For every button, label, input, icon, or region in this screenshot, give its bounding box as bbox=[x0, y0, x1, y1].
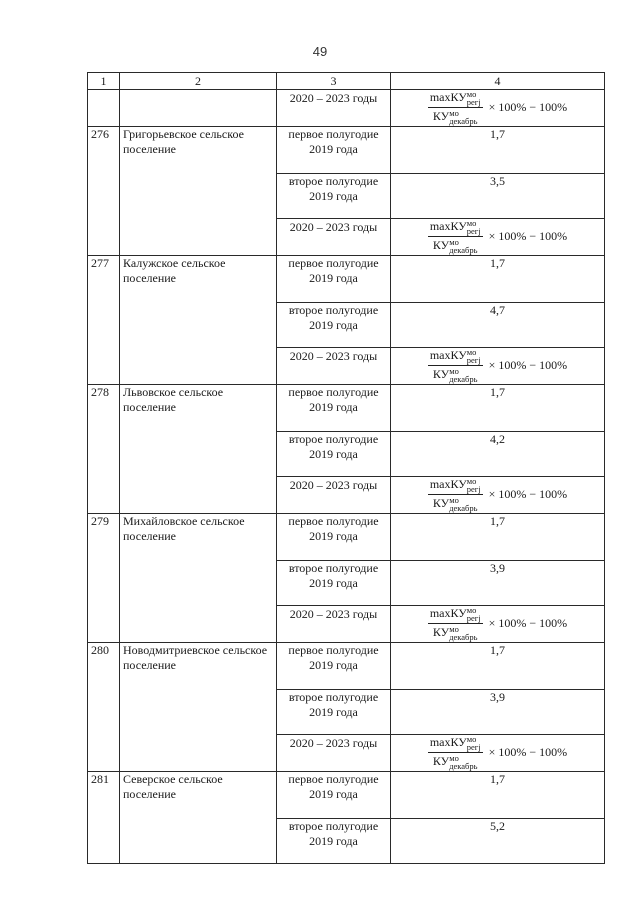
formula-denominator bbox=[431, 624, 480, 641]
value-cell: 1,7 bbox=[391, 643, 605, 690]
value-cell: 3,9 bbox=[391, 690, 605, 735]
formula-denominator-sub: декабрь bbox=[449, 245, 478, 256]
formula-denominator bbox=[431, 237, 480, 254]
formula-numerator-sub: регj bbox=[466, 355, 481, 366]
settlement-name-cell bbox=[120, 90, 277, 127]
table-row bbox=[88, 385, 605, 432]
period-cell: первое полугодие 2019 года bbox=[277, 772, 391, 819]
table-row bbox=[88, 643, 605, 690]
period-cell: 2020 – 2023 годы bbox=[277, 348, 391, 385]
value-cell: 1,7 bbox=[391, 127, 605, 174]
period-cell: второе полугодие 2019 года bbox=[277, 303, 391, 348]
formula-denominator-sub: декабрь bbox=[449, 116, 478, 127]
formula-tail: × 100% − 100% bbox=[488, 745, 568, 760]
formula-numerator bbox=[428, 348, 483, 366]
formula-denominator bbox=[431, 108, 480, 125]
formula-denominator bbox=[431, 495, 480, 512]
value-cell: 3,5 bbox=[391, 174, 605, 219]
formula-cell bbox=[391, 219, 605, 256]
period-cell: 2020 – 2023 годы bbox=[277, 735, 391, 772]
column-header: 1 bbox=[88, 73, 120, 90]
formula-numerator-main: maxКУ bbox=[429, 477, 467, 491]
formula-numerator-main: maxКУ bbox=[429, 348, 467, 362]
tariff-table bbox=[87, 72, 605, 864]
formula-numerator-sup: мо bbox=[466, 476, 477, 487]
page-number: 49 bbox=[312, 44, 328, 59]
period-cell: второе полугодие 2019 года bbox=[277, 690, 391, 735]
formula-denominator-sup: мо bbox=[449, 237, 459, 248]
formula-numerator bbox=[428, 606, 483, 624]
value-cell: 3,9 bbox=[391, 561, 605, 606]
formula-cell bbox=[391, 606, 605, 643]
value-cell: 1,7 bbox=[391, 256, 605, 303]
formula-denominator-sub: декабрь bbox=[449, 761, 478, 772]
formula-denominator-sup: мо bbox=[449, 753, 459, 764]
formula-fraction bbox=[428, 477, 483, 512]
formula-numerator-main: maxКУ bbox=[429, 735, 467, 749]
table-row bbox=[88, 514, 605, 561]
table-row bbox=[88, 127, 605, 174]
table-row bbox=[88, 772, 605, 819]
column-header: 2 bbox=[120, 73, 277, 90]
formula-numerator-sub: регj bbox=[466, 613, 481, 624]
settlement-name-cell: Новодмитриевское сельское поселение bbox=[120, 643, 277, 772]
period-cell: первое полугодие 2019 года bbox=[277, 256, 391, 303]
formula-numerator-sup: мо bbox=[466, 734, 477, 745]
formula-numerator-sub: регj bbox=[466, 97, 481, 108]
settlement-name-cell: Северское сельское поселение bbox=[120, 772, 277, 864]
formula-denominator-sup: мо bbox=[449, 366, 459, 377]
formula-numerator bbox=[428, 219, 483, 237]
formula-numerator bbox=[428, 90, 483, 108]
row-number-cell: 276 bbox=[88, 127, 120, 256]
formula-tail: × 100% − 100% bbox=[488, 229, 568, 244]
period-cell: 2020 – 2023 годы bbox=[277, 477, 391, 514]
formula-numerator bbox=[428, 477, 483, 495]
period-cell: 2020 – 2023 годы bbox=[277, 219, 391, 256]
settlement-name-cell: Львовское сельское поселение bbox=[120, 385, 277, 514]
index-formula bbox=[394, 348, 601, 383]
formula-numerator-sub: регj bbox=[466, 742, 481, 753]
period-cell: 2020 – 2023 годы bbox=[277, 606, 391, 643]
value-cell: 5,2 bbox=[391, 819, 605, 864]
formula-tail: × 100% − 100% bbox=[488, 487, 568, 502]
formula-numerator-main: maxКУ bbox=[429, 90, 467, 104]
table-row-continuation bbox=[88, 90, 605, 127]
formula-fraction bbox=[428, 348, 483, 383]
formula-tail: × 100% − 100% bbox=[488, 616, 568, 631]
formula-denominator-sub: декабрь bbox=[449, 374, 478, 385]
row-number-cell: 280 bbox=[88, 643, 120, 772]
formula-numerator-sub: регj bbox=[466, 226, 481, 237]
period-cell: первое полугодие 2019 года bbox=[277, 385, 391, 432]
index-formula bbox=[394, 477, 601, 512]
formula-denominator-sup: мо bbox=[449, 624, 459, 635]
period-cell: второе полугодие 2019 года bbox=[277, 174, 391, 219]
settlement-name-cell: Михайловское сельское поселение bbox=[120, 514, 277, 643]
formula-numerator-main: maxКУ bbox=[429, 606, 467, 620]
formula-denominator-main: КУ bbox=[432, 238, 450, 252]
formula-denominator bbox=[431, 753, 480, 770]
formula-fraction bbox=[428, 90, 483, 125]
table-row bbox=[88, 256, 605, 303]
formula-denominator-main: КУ bbox=[432, 754, 450, 768]
formula-denominator-main: КУ bbox=[432, 109, 450, 123]
formula-numerator-sup: мо bbox=[466, 218, 477, 229]
formula-tail: × 100% − 100% bbox=[488, 358, 568, 373]
formula-fraction bbox=[428, 735, 483, 770]
formula-denominator-sub: декабрь bbox=[449, 503, 478, 514]
formula-denominator-sup: мо bbox=[449, 108, 459, 119]
value-cell: 1,7 bbox=[391, 772, 605, 819]
formula-cell bbox=[391, 735, 605, 772]
settlement-name-cell: Григорьевское сельское поселение bbox=[120, 127, 277, 256]
formula-numerator-main: maxКУ bbox=[429, 219, 467, 233]
period-cell: первое полугодие 2019 года bbox=[277, 643, 391, 690]
row-number-cell bbox=[88, 90, 120, 127]
value-cell: 1,7 bbox=[391, 514, 605, 561]
formula-denominator-main: КУ bbox=[432, 367, 450, 381]
formula-denominator-main: КУ bbox=[432, 625, 450, 639]
value-cell: 1,7 bbox=[391, 385, 605, 432]
index-formula bbox=[394, 90, 601, 125]
period-cell: второе полугодие 2019 года bbox=[277, 432, 391, 477]
formula-denominator bbox=[431, 366, 480, 383]
formula-tail: × 100% − 100% bbox=[488, 100, 568, 115]
formula-denominator-main: КУ bbox=[432, 496, 450, 510]
formula-numerator bbox=[428, 735, 483, 753]
table-header-row bbox=[88, 73, 605, 90]
formula-denominator-sup: мо bbox=[449, 495, 459, 506]
value-cell: 4,7 bbox=[391, 303, 605, 348]
formula-numerator-sup: мо bbox=[466, 347, 477, 358]
formula-denominator-sub: декабрь bbox=[449, 632, 478, 643]
formula-numerator-sub: регj bbox=[466, 484, 481, 495]
row-number-cell: 278 bbox=[88, 385, 120, 514]
formula-numerator-sup: мо bbox=[466, 605, 477, 616]
index-formula bbox=[394, 606, 601, 641]
row-number-cell: 279 bbox=[88, 514, 120, 643]
formula-numerator-sup: мо bbox=[466, 89, 477, 100]
column-header: 4 bbox=[391, 73, 605, 90]
formula-fraction bbox=[428, 606, 483, 641]
value-cell: 4,2 bbox=[391, 432, 605, 477]
index-formula bbox=[394, 735, 601, 770]
column-header: 3 bbox=[277, 73, 391, 90]
formula-cell bbox=[391, 90, 605, 127]
formula-cell bbox=[391, 477, 605, 514]
row-number-cell: 281 bbox=[88, 772, 120, 864]
formula-fraction bbox=[428, 219, 483, 254]
period-cell: второе полугодие 2019 года bbox=[277, 819, 391, 864]
period-cell: первое полугодие 2019 года bbox=[277, 127, 391, 174]
formula-cell bbox=[391, 348, 605, 385]
period-cell: первое полугодие 2019 года bbox=[277, 514, 391, 561]
index-formula bbox=[394, 219, 601, 254]
row-number-cell: 277 bbox=[88, 256, 120, 385]
settlement-name-cell: Калужское сельское поселение bbox=[120, 256, 277, 385]
period-cell: 2020 – 2023 годы bbox=[277, 90, 391, 127]
period-cell: второе полугодие 2019 года bbox=[277, 561, 391, 606]
